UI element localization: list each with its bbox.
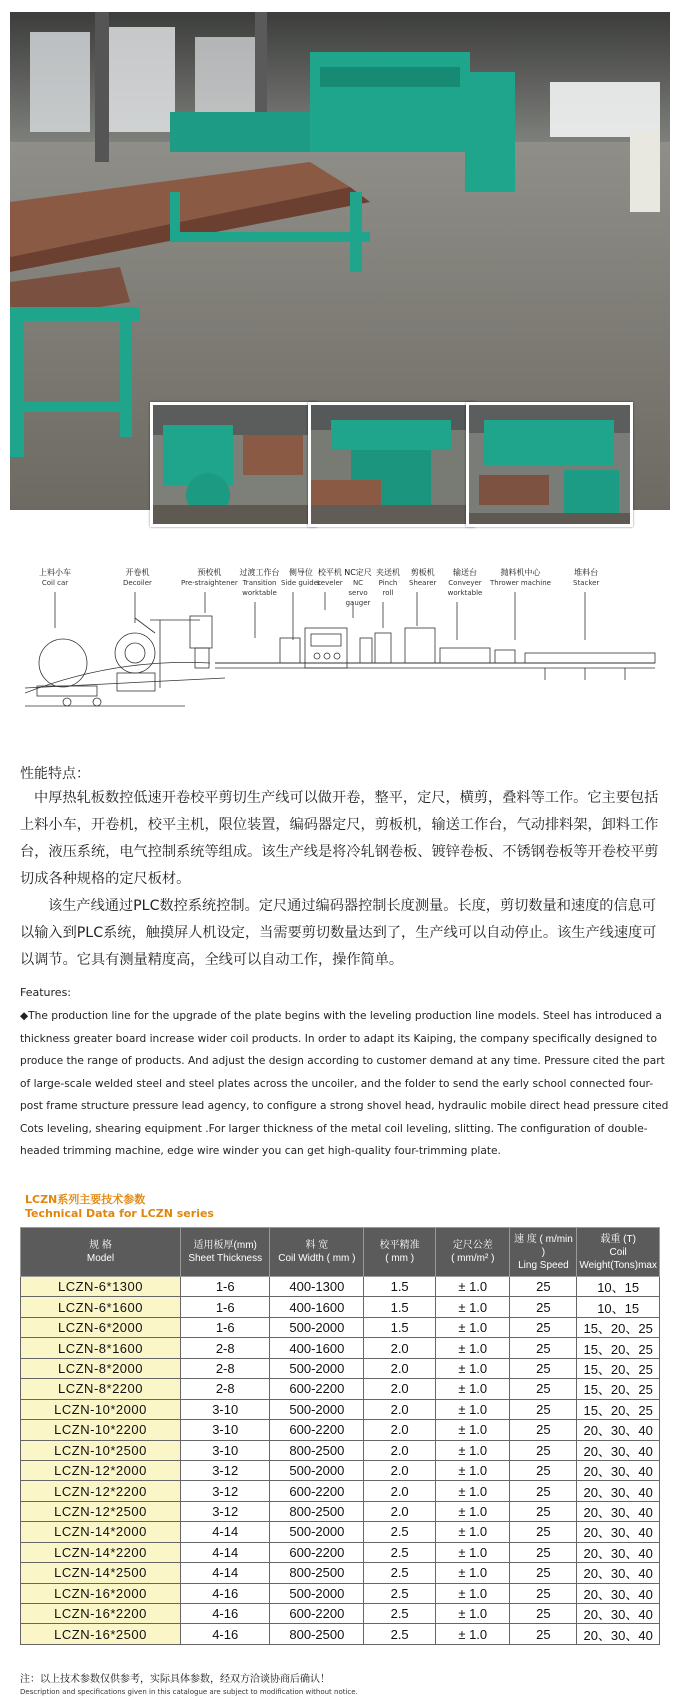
table-cell: LCZN-16*2500	[21, 1624, 181, 1644]
table-cell: 600-2200	[270, 1481, 364, 1501]
table-cell: LCZN-8*1600	[21, 1338, 181, 1358]
header-coil-width: 料 宽 Coil Width ( mm )	[270, 1228, 364, 1277]
table-cell: ± 1.0	[436, 1277, 510, 1297]
table-cell: ± 1.0	[436, 1604, 510, 1624]
table-cell: 2.5	[364, 1563, 436, 1583]
table-cell: ± 1.0	[436, 1297, 510, 1317]
table-cell: 2.0	[364, 1460, 436, 1480]
station-label-coil-car: 上料小车 Coil car	[39, 568, 71, 587]
table-cell: 1.5	[364, 1277, 436, 1297]
table-cell: 25	[510, 1460, 577, 1480]
table-cell: ± 1.0	[436, 1624, 510, 1644]
table-cell: LCZN-12*2000	[21, 1460, 181, 1480]
table-cell: ± 1.0	[436, 1481, 510, 1501]
table-cell: 20、30、40	[577, 1440, 660, 1460]
table-cell: LCZN-8*2200	[21, 1379, 181, 1399]
header-sheet-thickness: 适用板厚(mm) Sheet Thickness	[181, 1228, 270, 1277]
station-label-stacker: 堆料台 Stacker	[573, 568, 600, 587]
table-cell: 20、30、40	[577, 1624, 660, 1644]
table-cell: ± 1.0	[436, 1399, 510, 1419]
table-cell: 4-16	[181, 1604, 270, 1624]
table-cell: 15、20、25	[577, 1358, 660, 1378]
table-row	[21, 1563, 660, 1583]
table-cell: LCZN-16*2000	[21, 1583, 181, 1603]
table-cell: 2-8	[181, 1358, 270, 1378]
table-cell: 4-16	[181, 1583, 270, 1603]
table-row	[21, 1338, 660, 1358]
table-cell: 2.0	[364, 1481, 436, 1501]
table-cell: 500-2000	[270, 1358, 364, 1378]
table-cell: 25	[510, 1624, 577, 1644]
table-cell: 400-1600	[270, 1297, 364, 1317]
table-row	[21, 1440, 660, 1460]
table-cell: 20、30、40	[577, 1420, 660, 1440]
table-cell: 2.5	[364, 1604, 436, 1624]
table-cell: 25	[510, 1481, 577, 1501]
table-cell: 500-2000	[270, 1460, 364, 1480]
disclaimer-note-en: Description and specifications given in this catalogue are subject to modification without notice.	[20, 1688, 358, 1696]
inset-illustration-2	[311, 405, 472, 524]
table-cell: 25	[510, 1583, 577, 1603]
table-cell: LCZN-10*2200	[21, 1420, 181, 1440]
table-cell: 3-12	[181, 1481, 270, 1501]
station-label-pinch-roll: 夹送机 Pinch roll	[376, 568, 400, 597]
table-cell: 2.0	[364, 1379, 436, 1399]
header-line-speed: 速 度 ( m/min ) Ling Speed	[510, 1228, 577, 1277]
table-cell: 2.5	[364, 1542, 436, 1562]
inset-illustration-3	[469, 405, 630, 524]
table-cell: ± 1.0	[436, 1563, 510, 1583]
table-cell: ± 1.0	[436, 1522, 510, 1542]
table-cell: LCZN-6*1300	[21, 1277, 181, 1297]
table-cell: 10、15	[577, 1297, 660, 1317]
table-cell: ± 1.0	[436, 1583, 510, 1603]
station-label-leveler: 校平机 Leveler	[317, 568, 343, 587]
table-cell: 25	[510, 1604, 577, 1624]
table-row	[21, 1460, 660, 1480]
table-cell: 2.5	[364, 1522, 436, 1542]
table-cell: 20、30、40	[577, 1604, 660, 1624]
table-cell: 4-14	[181, 1522, 270, 1542]
table-cell: ± 1.0	[436, 1358, 510, 1378]
production-line-diagram	[25, 568, 665, 718]
table-row	[21, 1624, 660, 1644]
table-row	[21, 1399, 660, 1419]
table-cell: 25	[510, 1317, 577, 1337]
table-cell: 15、20、25	[577, 1338, 660, 1358]
table-cell: 600-2200	[270, 1604, 364, 1624]
table-cell: 25	[510, 1440, 577, 1460]
table-cell: 25	[510, 1399, 577, 1419]
table-cell: 800-2500	[270, 1563, 364, 1583]
line-detail-photo-2	[308, 402, 475, 527]
header-coil-weight: 载重 (T) Coil Weight(Tons)max	[577, 1228, 660, 1277]
table-row	[21, 1379, 660, 1399]
station-label-side-guider: 侧导位 Side guider	[281, 568, 321, 587]
table-cell: ± 1.0	[436, 1338, 510, 1358]
table-cell: 2.0	[364, 1399, 436, 1419]
table-cell: LCZN-14*2500	[21, 1563, 181, 1583]
table-cell: ± 1.0	[436, 1501, 510, 1521]
table-row	[21, 1481, 660, 1501]
table-cell: ± 1.0	[436, 1542, 510, 1562]
table-cell: 2.0	[364, 1420, 436, 1440]
table-cell: LCZN-8*2000	[21, 1358, 181, 1378]
table-cell: LCZN-12*2200	[21, 1481, 181, 1501]
table-cell: 800-2500	[270, 1624, 364, 1644]
spec-table-header-row	[21, 1228, 660, 1277]
table-cell: 2-8	[181, 1379, 270, 1399]
table-cell: 2-8	[181, 1338, 270, 1358]
tech-data-title-en: Technical Data for LCZN series	[25, 1207, 214, 1220]
features-cn-paragraph-2: 该生产线通过PLC数控系统控制。定尺通过编码器控制长度测量。长度，剪切数量和速度的信息可以输入到PLC系统，触摸屏人机设定，当需要剪切数量达到了，生产线可以自动停止。该生产线速度可以调节。它具有测量精度高，全线可以自动工作，操作简单。	[20, 898, 657, 968]
table-cell: LCZN-10*2000	[21, 1399, 181, 1419]
table-cell: 2.0	[364, 1501, 436, 1521]
table-cell: 15、20、25	[577, 1379, 660, 1399]
table-cell: 500-2000	[270, 1317, 364, 1337]
table-cell: 600-2200	[270, 1379, 364, 1399]
features-en-title: Features:	[20, 986, 72, 999]
header-length-tolerance: 定尺公差 ( mm/m² )	[436, 1228, 510, 1277]
table-cell: 1-6	[181, 1317, 270, 1337]
table-cell: 400-1600	[270, 1338, 364, 1358]
table-cell: ± 1.0	[436, 1460, 510, 1480]
table-row	[21, 1358, 660, 1378]
table-cell: 25	[510, 1563, 577, 1583]
table-cell: 500-2000	[270, 1399, 364, 1419]
station-label-nc-servo-gauger: NC定尺 NC servo gauger	[344, 568, 372, 607]
table-row	[21, 1522, 660, 1542]
table-cell: ± 1.0	[436, 1440, 510, 1460]
table-cell: ± 1.0	[436, 1379, 510, 1399]
table-cell: 2.5	[364, 1583, 436, 1603]
station-label-pre-straightener: 预校机 Pre-straightener	[181, 568, 238, 587]
table-cell: 10、15	[577, 1277, 660, 1297]
station-label-thrower-machine: 抛料机中心 Thrower machine	[490, 568, 551, 587]
table-row	[21, 1501, 660, 1521]
features-cn-paragraph-1: 中厚热轧板数控低速开卷校平剪切生产线可以做开卷，整平，定尺，横剪，叠料等工作。它主要包括上料小车，开卷机，校平主机，限位装置，编码器定尺，剪板机，输送工作台，气动排料架，卸料工作台，液压系统，电气控制系统等组成。该生产线是将冷轧钢卷板、镀锌卷板、不锈钢卷板等开卷校平剪切成各种规格的定尺板材。	[20, 790, 659, 887]
table-row	[21, 1583, 660, 1603]
table-cell: 20、30、40	[577, 1522, 660, 1542]
table-cell: 500-2000	[270, 1583, 364, 1603]
table-cell: 25	[510, 1297, 577, 1317]
table-row	[21, 1420, 660, 1440]
table-cell: 3-12	[181, 1501, 270, 1521]
table-cell: 2.0	[364, 1338, 436, 1358]
table-cell: LCZN-6*1600	[21, 1297, 181, 1317]
header-model: 规 格 Model	[21, 1228, 181, 1277]
table-cell: 2.0	[364, 1358, 436, 1378]
table-cell: 25	[510, 1420, 577, 1440]
table-cell: LCZN-14*2200	[21, 1542, 181, 1562]
table-row	[21, 1604, 660, 1624]
table-cell: 25	[510, 1501, 577, 1521]
table-cell: 15、20、25	[577, 1317, 660, 1337]
table-cell: 20、30、40	[577, 1460, 660, 1480]
spec-table	[20, 1227, 660, 1645]
table-cell: 3-12	[181, 1460, 270, 1480]
table-cell: 3-10	[181, 1420, 270, 1440]
table-cell: LCZN-14*2000	[21, 1522, 181, 1542]
table-cell: 600-2200	[270, 1420, 364, 1440]
table-cell: 20、30、40	[577, 1542, 660, 1562]
station-label-decoiler: 开卷机 Decoiler	[123, 568, 152, 587]
table-cell: 25	[510, 1277, 577, 1297]
disclaimer-note	[20, 1673, 358, 1699]
table-cell: 1-6	[181, 1277, 270, 1297]
features-en-paragraph: ◆The production line for the upgrade of the plate begins with the leveling production line models. Steel has introduced a thickness greater board increase wider coil products. In order to adapt its Kaiping, the company specifically designed to produce the range of products. And adjust the design according to customer demand at any time. Pressure cited the part of large-scale welded steel and steel plates across the uncoiler, and the folder to send the early school connected four-post frame structure pressure lead agency, to configure a strong shovel head, hydraulic mobile direct head pressure cited Cots leveling, shearing equipment .For larger thickness of the metal coil leveling, slitting. The configuration of double-headed trimming machine, edge wire winder you can get high-quality four-trimming plate.	[20, 1010, 669, 1157]
table-cell: 500-2000	[270, 1522, 364, 1542]
header-leveling-accuracy: 校平精准 ( mm )	[364, 1228, 436, 1277]
table-row	[21, 1542, 660, 1562]
table-cell: 15、20、25	[577, 1399, 660, 1419]
table-cell: 4-16	[181, 1624, 270, 1644]
table-cell: 600-2200	[270, 1542, 364, 1562]
line-detail-photo-3	[466, 402, 633, 527]
table-cell: 3-10	[181, 1440, 270, 1460]
table-cell: LCZN-10*2500	[21, 1440, 181, 1460]
table-cell: 20、30、40	[577, 1583, 660, 1603]
tech-data-title-cn: LCZN系列主要技术参数	[25, 1193, 146, 1206]
table-cell: 25	[510, 1358, 577, 1378]
table-cell: LCZN-16*2200	[21, 1604, 181, 1624]
table-cell: ± 1.0	[436, 1317, 510, 1337]
table-cell: 25	[510, 1379, 577, 1399]
station-label-conveyer-worktable: 输送台 Conveyer worktable	[447, 568, 483, 597]
table-cell: 25	[510, 1338, 577, 1358]
table-cell: 400-1300	[270, 1277, 364, 1297]
table-cell: 4-14	[181, 1563, 270, 1583]
features-cn-title: 性能特点：	[20, 766, 90, 782]
table-row	[21, 1277, 660, 1297]
table-cell: 800-2500	[270, 1501, 364, 1521]
table-cell: 4-14	[181, 1542, 270, 1562]
production-line-drawing	[25, 568, 665, 718]
table-cell: 3-10	[181, 1399, 270, 1419]
table-cell: 20、30、40	[577, 1481, 660, 1501]
table-cell: LCZN-6*2000	[21, 1317, 181, 1337]
table-cell: ± 1.0	[436, 1420, 510, 1440]
table-row	[21, 1297, 660, 1317]
station-label-shearer: 剪板机 Shearer	[409, 568, 437, 587]
station-label-transition-worktable: 过渡工作台 Transition worktable	[239, 568, 280, 597]
table-cell: 25	[510, 1542, 577, 1562]
table-cell: 20、30、40	[577, 1501, 660, 1521]
line-detail-photo-1	[150, 402, 317, 527]
table-cell: 1-6	[181, 1297, 270, 1317]
table-cell: 2.5	[364, 1624, 436, 1644]
table-cell: LCZN-12*2500	[21, 1501, 181, 1521]
table-cell: 25	[510, 1522, 577, 1542]
table-cell: 20、30、40	[577, 1563, 660, 1583]
disclaimer-note-cn: 注：以上技术参数仅供参考，实际具体参数，经双方洽谈协商后确认！	[20, 1674, 330, 1685]
table-cell: 1.5	[364, 1297, 436, 1317]
tech-data-title	[25, 1193, 214, 1221]
table-cell: 2.0	[364, 1440, 436, 1460]
table-row	[21, 1317, 660, 1337]
table-cell: 800-2500	[270, 1440, 364, 1460]
inset-illustration-1	[153, 405, 314, 524]
table-cell: 1.5	[364, 1317, 436, 1337]
